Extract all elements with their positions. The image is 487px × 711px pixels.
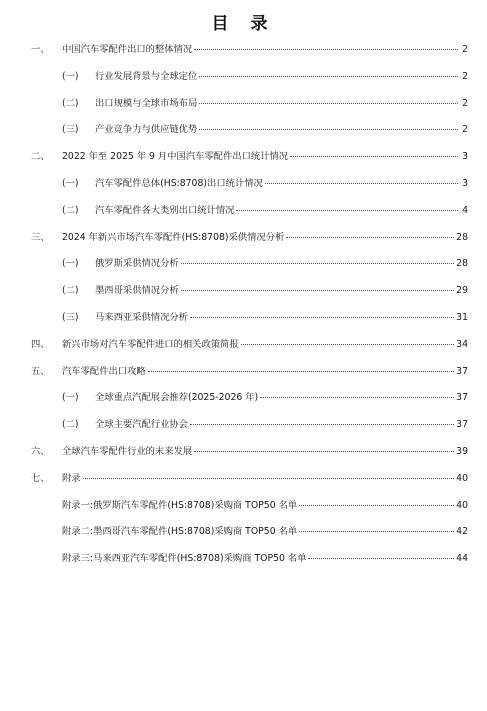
dot-leader (265, 182, 458, 184)
toc-entry-page-number: 4 (462, 204, 468, 216)
toc-entry[interactable] (0, 144, 487, 171)
toc-entry-number: (三) (62, 311, 79, 323)
dot-leader (236, 209, 458, 211)
toc-entry-title: 汽车零配件总体(HS:8708)出口统计情况 (95, 177, 263, 189)
toc-entry-number: 六、 (31, 445, 50, 457)
toc-entry[interactable] (0, 385, 487, 412)
toc-entry[interactable] (0, 225, 487, 252)
toc-entry-number: (二) (62, 204, 79, 216)
toc-entry-title: 新兴市场对汽车零配件进口的相关政策简报 (62, 338, 239, 350)
toc-entry[interactable] (0, 198, 487, 225)
toc-entry-title: 出口规模与全球市场布局 (95, 97, 198, 109)
toc-entry-page-number: 40 (456, 499, 468, 511)
toc-entry-title: 附录三:马来西亚汽车零配件(HS:8708)采购商 TOP50 名单 (62, 553, 307, 565)
toc-entry-title: 全球主要汽配行业协会 (95, 419, 188, 431)
toc-entry-number: (一) (62, 258, 79, 270)
dot-leader (308, 557, 454, 559)
toc-entry[interactable] (0, 251, 487, 278)
toc-entry-page-number: 3 (462, 177, 468, 189)
toc-entry-page-number: 31 (456, 311, 468, 323)
toc-entry[interactable] (0, 493, 487, 520)
toc-entry[interactable] (0, 466, 487, 493)
toc-entry-page-number: 2 (462, 124, 468, 136)
toc-entry[interactable] (0, 64, 487, 91)
dot-leader (286, 236, 454, 238)
toc-entry-title: 附录一:俄罗斯汽车零配件(HS:8708)采购商 TOP50 名单 (62, 499, 298, 511)
toc-entry-page-number: 34 (456, 338, 468, 350)
toc-entry-page-number: 2 (462, 97, 468, 109)
toc-entry[interactable] (0, 519, 487, 546)
toc-entry-number: 二、 (31, 151, 50, 163)
toc-entry-number: (二) (62, 97, 79, 109)
dot-leader (194, 48, 458, 50)
table-of-contents (0, 37, 487, 573)
toc-entry[interactable] (0, 278, 487, 305)
toc-entry-page-number: 29 (456, 285, 468, 297)
dot-leader (181, 289, 454, 291)
toc-entry-page-number: 2 (462, 70, 468, 82)
toc-entry-title: 马来西亚采供情况分析 (95, 311, 188, 323)
toc-entry-number: 四、 (31, 338, 50, 350)
toc-entry-page-number: 28 (456, 231, 468, 243)
dot-leader (83, 477, 455, 479)
toc-entry-page-number: 42 (456, 526, 468, 538)
toc-entry[interactable] (0, 117, 487, 144)
toc-entry[interactable] (0, 332, 487, 359)
dot-leader (199, 128, 458, 130)
toc-entry-title: 2022 年至 2025 年 9 月中国汽车零配件出口统计情况 (62, 151, 289, 163)
toc-entry-page-number: 39 (456, 445, 468, 457)
toc-entry-page-number: 2 (462, 44, 468, 55)
toc-entry-title: 行业发展背景与全球定位 (95, 70, 198, 82)
toc-entry-title: 汽车零配件出口攻略 (62, 365, 146, 377)
toc-entry-page-number: 37 (456, 365, 468, 377)
toc-entry[interactable] (0, 412, 487, 439)
dot-leader (299, 504, 454, 506)
toc-entry[interactable] (0, 359, 487, 386)
dot-leader (290, 155, 458, 157)
toc-entry-number: (二) (62, 419, 79, 431)
dot-leader (241, 343, 455, 345)
dot-leader (299, 530, 454, 532)
toc-entry-title: 附录 (62, 472, 81, 484)
toc-entry-page-number: 40 (456, 472, 468, 484)
toc-entry[interactable] (0, 305, 487, 332)
toc-entry-title: 全球汽车零配件行业的未来发展 (62, 445, 193, 457)
toc-entry-number: 五、 (31, 365, 50, 377)
dot-leader (260, 396, 454, 398)
toc-entry-page-number: 37 (456, 392, 468, 404)
dot-leader (190, 316, 454, 318)
toc-entry-page-number: 28 (456, 258, 468, 270)
toc-entry[interactable] (0, 91, 487, 118)
toc-entry[interactable] (0, 171, 487, 198)
toc-entry-number: (三) (62, 124, 79, 136)
toc-entry[interactable] (0, 37, 487, 64)
dot-leader (181, 262, 454, 264)
toc-entry-number: 一、 (31, 44, 50, 55)
toc-entry-title: 产业竞争力与供应链优势 (95, 124, 198, 136)
dot-leader (190, 423, 454, 425)
toc-entry-number: (一) (62, 70, 79, 82)
toc-entry-title: 中国汽车零配件出口的整体情况 (62, 44, 193, 55)
dot-leader (148, 370, 454, 372)
toc-entry-page-number: 44 (456, 553, 468, 565)
toc-entry-number: (一) (62, 392, 79, 404)
toc-entry-title: 墨西哥采供情况分析 (95, 285, 179, 297)
toc-entry-number: (一) (62, 177, 79, 189)
page-title: 目 录 (211, 14, 276, 34)
toc-entry-title: 俄罗斯采供情况分析 (95, 258, 179, 270)
toc-entry[interactable] (0, 439, 487, 466)
toc-entry-title: 全球重点汽配展会推荐(2025-2026 年) (95, 392, 259, 404)
toc-entry-number: 三、 (31, 231, 50, 243)
toc-entry-page-number: 3 (462, 151, 468, 163)
toc-entry-title: 汽车零配件各大类别出口统计情况 (95, 204, 235, 216)
toc-entry-number: 七、 (31, 472, 50, 484)
toc-entry-number: (二) (62, 285, 79, 297)
toc-entry-title: 附录二:墨西哥汽车零配件(HS:8708)采购商 TOP50 名单 (62, 526, 298, 538)
dot-leader (199, 102, 458, 104)
toc-entry[interactable] (0, 546, 487, 573)
toc-entry-title: 2024 年新兴市场汽车零配件(HS:8708)采供情况分析 (62, 231, 285, 243)
toc-entry-page-number: 37 (456, 419, 468, 431)
dot-leader (194, 450, 454, 452)
dot-leader (199, 75, 458, 77)
